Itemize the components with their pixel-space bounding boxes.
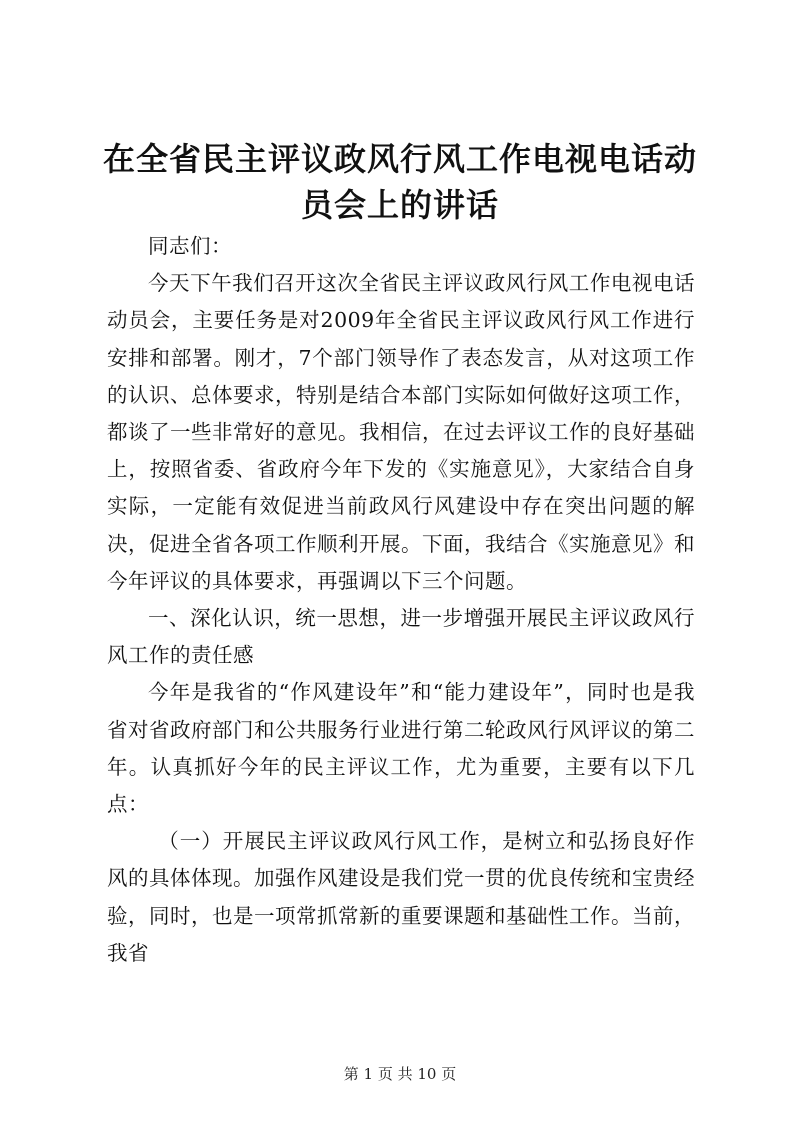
document-body [107, 228, 695, 972]
paragraph-point-1: （一）开展民主评议政风行风工作，是树立和弘扬良好作风的具体体现。加强作风建设是我们党一贯的优良传统和宝贵经验，同时，也是一项常抓常新的重要课题和基础性工作。当前，我省 [107, 829, 695, 965]
salutation: 同志们： [148, 234, 232, 258]
document-title: 在全省民主评议政风行风工作电视电话动员会上的讲话 [102, 140, 697, 224]
paragraph-intro: 今天下午我们召开这次全省民主评议政风行风工作电视电话动员会，主要任务是对2009年全省民主评议政风行风工作进行安排和部署。刚才，7个部门领导作了表态发言，从对这项工作的认识、总体要求，特别是结合本部门实际如何做好这项工作，都谈了一些非常好的意见。我相信，在过去评议工作的良好基础上，按照省委、省政府今年下发的《实施意见》，大家结合自身实际，一定能有效促进当前政风行风建设中存在突出问题的解决，促进全省各项工作顺利开展。下面，我结合《实施意见》和今年评议的具体要求，再强调以下三个问题。 [107, 271, 695, 593]
paragraph-section-1: 今年是我省的“作风建设年”和“能力建设年”，同时也是我省对省政府部门和公共服务行业进行第二轮政风行风评议的第二年。认真抓好今年的民主评议工作，尤为重要，主要有以下几点： [107, 680, 695, 817]
page-number-footer: 第 1 页 共 10 页 [343, 1065, 457, 1083]
section-heading-1: 一、深化认识，统一思想，进一步增强开展民主评议政风行风工作的责任感 [107, 606, 695, 668]
